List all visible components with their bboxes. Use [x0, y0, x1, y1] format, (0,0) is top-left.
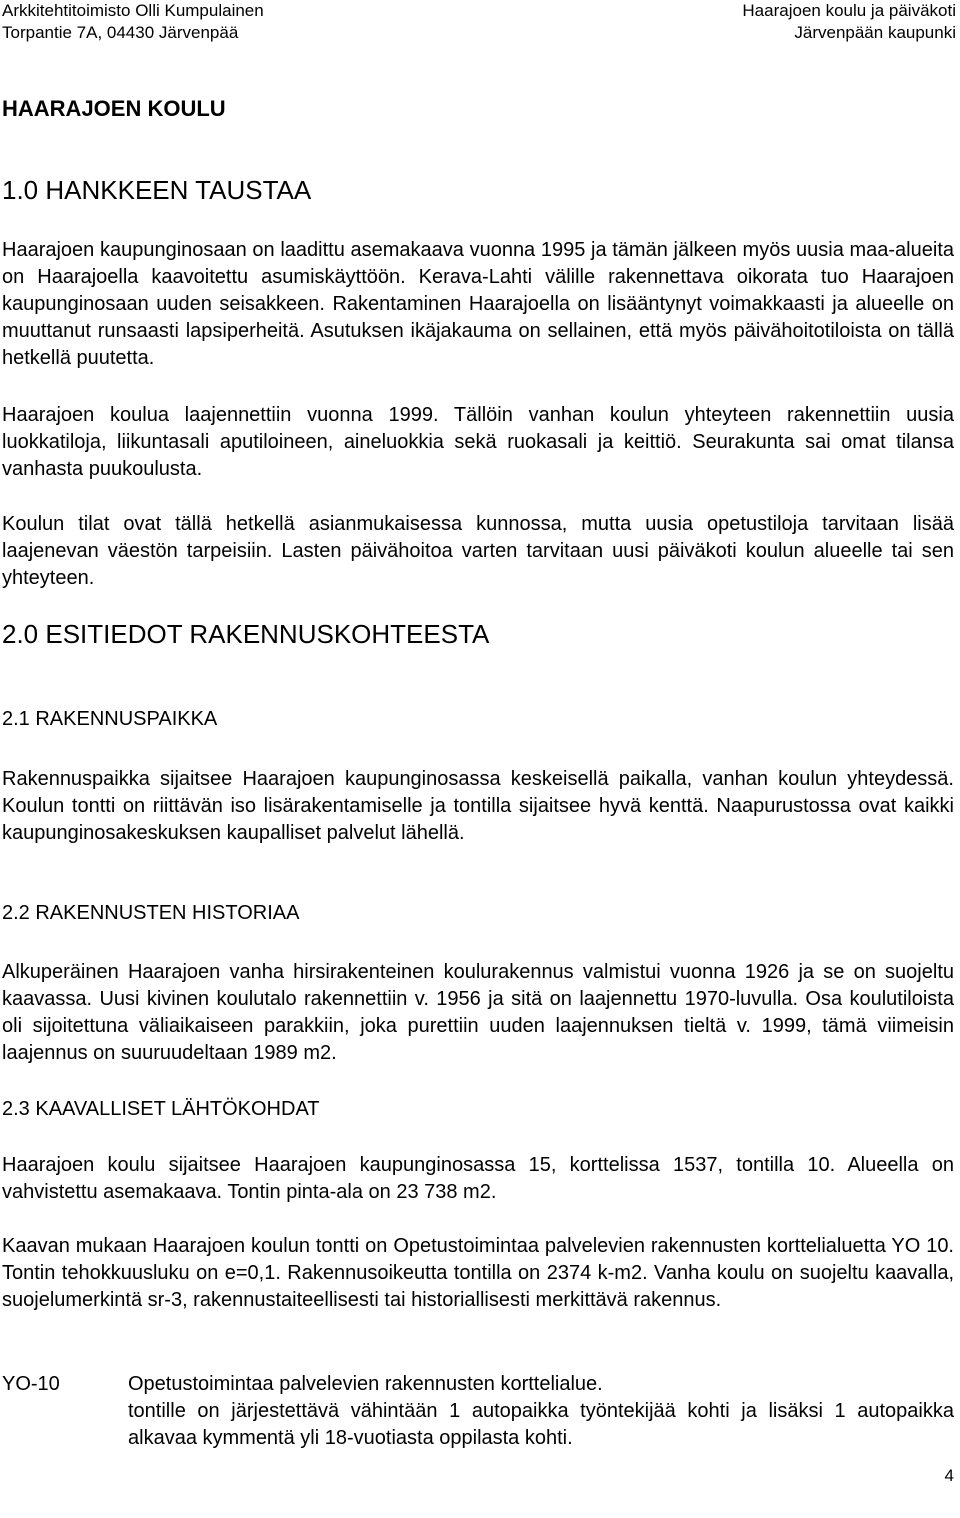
page-number: 4 [944, 1466, 954, 1485]
page-header-right [742, 0, 956, 44]
org-address: Torpantie 7A, 04430 Järvenpää [2, 23, 239, 42]
section-heading-1-0: 1.0 HANKKEEN TAUSTAA [2, 175, 312, 205]
paragraph-zoning-1: Haarajoen koulu sijaitsee Haarajoen kaupunginosassa 15, korttelissa 1537, tontilla 10. Alueella on vahvistettu asemakaava. Tontin pinta-ala on 23 738 m2. [2, 1154, 954, 1203]
zoning-code-line-2: tontille on järjestettävä vähintään 1 autopaikka työntekijää kohti ja lisäksi 1 autopaikka alkavaa kymmentä yli 18-vuotiasta oppilasta kohti. [128, 1400, 954, 1449]
section-heading-2-1: 2.1 RAKENNUSPAIKKA [2, 708, 218, 730]
document-heading: HAARAJOEN KOULU [2, 96, 226, 121]
section-heading-2-3: 2.3 KAAVALLISET LÄHTÖKOHDAT [2, 1098, 320, 1120]
org-name: Arkkitehtitoimisto Olli Kumpulainen [2, 1, 264, 20]
paragraph-background-1: Haarajoen kaupunginosaan on laadittu asemakaava vuonna 1995 ja tämän jälkeen myös uusia maa-alueita on Haarajoella kaavoitettu asumiskäyttöön. Kerava-Lahti välille rakennettava oikorata tuo Haarajoen kaupunginosaan uuden seisakkeen. Rakentaminen Haarajoella on lisääntynyt voimakkaasti ja alueelle on muuttanut runsaasti lapsiperheitä. Asutuksen ikäjakauma on sellainen, että myös päivähoitotiloista on tällä hetkellä puutetta. [2, 239, 954, 369]
paragraph-background-3: Koulun tilat ovat tällä hetkellä asianmukaisessa kunnossa, mutta uusia opetustiloja tarvitaan lisää laajenevan väestön tarpeisiin. Lasten päivähoitoa varten tarvitaan uusi päiväkoti koulun alueelle tai sen yhteyteen. [2, 513, 954, 589]
paragraph-history: Alkuperäinen Haarajoen vanha hirsirakenteinen koulurakennus valmistui vuonna 1926 ja se on suojeltu kaavassa. Uusi kivinen koulutalo rakennettiin v. 1956 ja sitä on laajennettu 1970-luvulla. Osa koulutiloista oli sijoitettuna väliaikaiseen parakkiin, joka purettiin uuden laajennuksen tieltä v. 1999, tämä viimeisin laajennus on suuruudeltaan 1989 m2. [2, 961, 954, 1064]
document-title: Haarajoen koulu ja päiväkoti [742, 1, 956, 20]
section-heading-2-0: 2.0 ESITIEDOT RAKENNUSKOHTEESTA [2, 619, 490, 649]
paragraph-building-site: Rakennuspaikka sijaitsee Haarajoen kaupunginosassa keskeisellä paikalla, vanhan koulun yhteydessä. Koulun tontti on riittävän iso lisärakentamiselle ja tontilla sijaitsee hyvä kenttä. Naapurustossa ovat kaikki kaupunginosakeskuksen kaupalliset palvelut lähellä. [2, 768, 954, 844]
zoning-code-definition [128, 1371, 954, 1452]
page-header-left [2, 0, 264, 44]
section-heading-2-2: 2.2 RAKENNUSTEN HISTORIAA [2, 902, 300, 924]
paragraph-background-2: Haarajoen koulua laajennettiin vuonna 1999. Tällöin vanhan koulun yhteyteen rakennettiin uusia luokkatiloja, liikuntasali aputiloineen, aineluokkia sekä ruokasali ja keittiö. Seurakunta sai omat tilansa vanhasta puukoulusta. [2, 404, 954, 480]
paragraph-zoning-2: Kaavan mukaan Haarajoen koulun tontti on Opetustoimintaa palvelevien rakennusten korttelialuetta YO 10. Tontin tehokkuusluku on e=0,1. Rakennusoikeutta tontilla on 2374 k-m2. Vanha koulu on suojeltu kaavalla, suojelumerkintä sr-3, rakennustaiteellisesti tai historiallisesti merkittävä rakennus. [2, 1235, 954, 1311]
zoning-code-line-1: Opetustoimintaa palvelevien rakennusten korttelialue. [128, 1373, 603, 1395]
client-name: Järvenpään kaupunki [794, 23, 956, 42]
zoning-code-term: YO-10 [2, 1373, 60, 1395]
